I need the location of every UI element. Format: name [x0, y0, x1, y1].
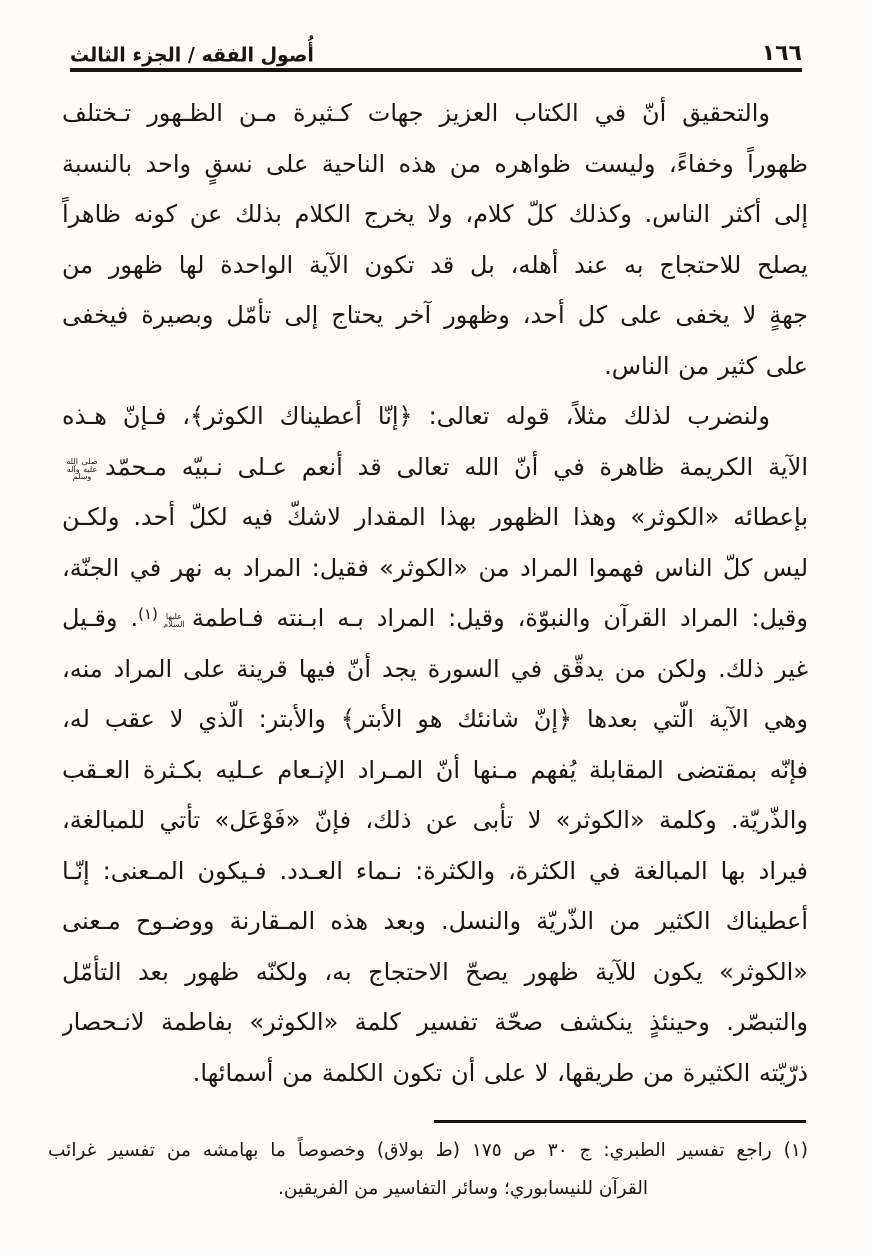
footnote: [48, 1132, 808, 1208]
footnote-line: القرآن للنيسابوري؛ وسائر التفاسير من الفريقين.: [278, 1178, 648, 1199]
text-line: ولنضرب لذلك مثلاً، قوله تعالى: ﴿إنّا أعطيناك الكوثر﴾، فـإنّ هـذه: [62, 402, 770, 430]
header-rule: [70, 68, 802, 72]
text-line: ليس كلّ الناس فهموا المراد من «الكوثر» فقيل: المراد به نهر في الجنّة،: [62, 553, 808, 582]
text-line: «الكوثر» يكون للآية ظهور يصحّ الاحتجاج به، ولكنّه ظهور بعد التأمّل: [62, 957, 808, 986]
fatima-honorific-mark: عليها السلام: [163, 613, 185, 628]
text-line: والتبصّر. وحينئذٍ ينكشف صحّة تفسير كلمة «الكوثر» بفاطمة لانـحصار: [62, 1008, 808, 1036]
paragraph-1: [62, 88, 808, 391]
body-text: [62, 88, 808, 1098]
text-line: فإنّه بمقتضى المقابلة يُفهم مـنها أنّ المـراد الإنـعام عـليه بكـثرة العـقب: [62, 755, 808, 784]
text-line: يصلح للاحتجاج به عند أهله، بل قد تكون الآية الواحدة لها ظهور من: [62, 250, 808, 279]
text-line: إلى أكثر الناس. وكذلك كلّ كلام، ولا يخرج الكلام بذلك عن كونه ظاهراً: [62, 200, 808, 228]
paragraph-2: [62, 391, 808, 1098]
footnote-ref: (١): [138, 605, 158, 623]
page-header: [70, 30, 802, 66]
text-segment: وقيل: المراد القرآن والنبوّة، وقيل: المراد بـه ابـنته فـاطمة: [191, 604, 808, 632]
text-line: والذّريّة. وكلمة «الكوثر» لا تأبى عن ذلك، فإنّ «فَوْعَل» تأتي للمبالغة،: [62, 806, 808, 834]
text-line: غير ذلك. ولكن من يدقّق في السورة يجد أنّ فيها قرينة على المراد منه،: [62, 654, 808, 683]
text-segment: . وقـيل: [62, 604, 139, 632]
footnote-line: (١) راجع تفسير الطبري: ج ٣٠ ص ١٧٥ (ط بولاق) وخصوصاً ما بهامشه من تفسير غرائب: [48, 1140, 808, 1161]
page-number: ١٦٦: [761, 41, 802, 66]
text-line: [62, 442, 808, 493]
text-line: وهي الآية الّتي بعدها ﴿إنّ شانئك هو الأبتر﴾ والأبتر: الّذي لا عقب له،: [62, 705, 808, 733]
text-line: بإعطائه «الكوثر» وهذا الظهور بهذا المقدار لاشكّ فيه لكلّ أحد. ولكـن: [62, 503, 808, 531]
header-title: أُصول الفقه / الجزء الثالث: [70, 43, 314, 67]
text-line: على كثير من الناس.: [604, 351, 808, 380]
text-line: [62, 593, 808, 644]
footnote-separator: [434, 1120, 806, 1123]
text-line: ظهوراً وخفاءً، وليست ظواهره من هذه الناحية على نسقٍ واحد بالنسبة: [62, 149, 808, 178]
prophet-honorific-mark: صلى الله عليه وآله وسلم: [66, 458, 98, 481]
text-segment: الآية الكريمة ظاهرة في أنّ الله تعالى قد أنعم عـلى نـبيّه مـحمّد: [105, 452, 808, 481]
text-line: والتحقيق أنّ في الكتاب العزيز جهات كـثيرة مـن الظـهور تـختلف: [62, 99, 770, 127]
text-line: أعطيناك الكثير من الذّريّة والنسل. وبعد هذه المـقارنة ووضـوح مـعنى: [62, 907, 808, 935]
text-line: فيراد بها المبالغة في الكثرة، والكثرة: نـماء العـدد. فـيكون المـعنى: إنّـا: [62, 856, 808, 885]
text-line: ذرّيّته الكثيرة من طريقها، لا على أن تكون الكلمة من أسمائها.: [192, 1058, 808, 1087]
text-line: جهةٍ لا يخفى على كل أحد، وظهور آخر يحتاج إلى تأمّل وبصيرة فيخفى: [62, 301, 808, 329]
